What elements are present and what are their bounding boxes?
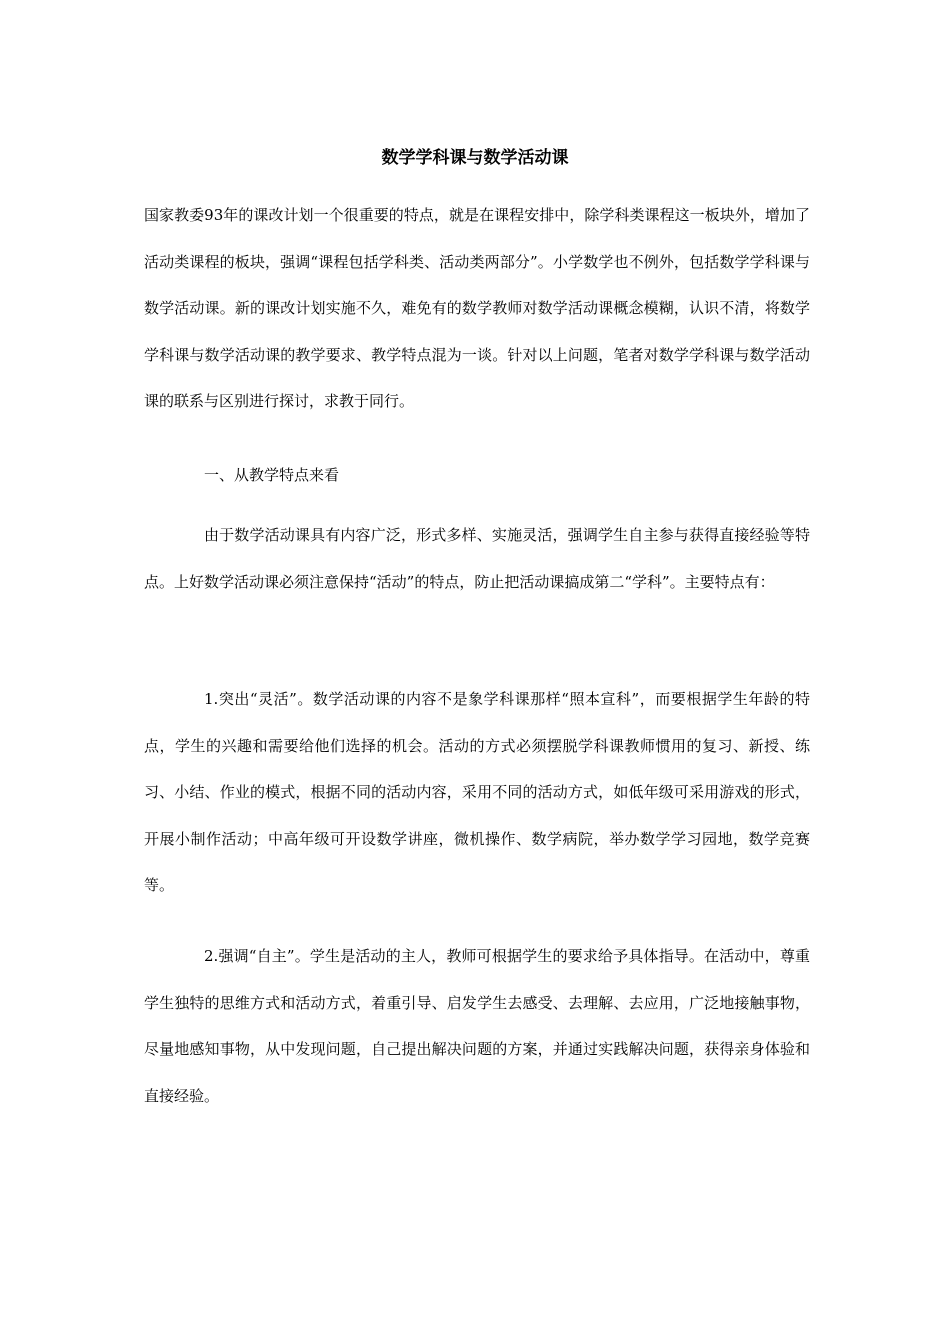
paragraph-point-1: 1.突出“灵活”。数学活动课的内容不是象学科课那样“照本宣科”，而要根据学生年龄的特点，学生的兴趣和需要给他们选择的机会。活动的方式必须摆脱学科课教师惯用的复习、新授、练习、小结、作业的模式，根据不同的活动内容，采用不同的活动方式，如低年级可采用游戏的形式，开展小制作活动；中高年级可开设数学讲座，微机操作、数学病院，举办数学学习园地，数学竞赛等。 — [144, 690, 810, 894]
section-heading: 一、从教学特点来看 — [204, 466, 340, 484]
paragraph-point-2: 2.强调“自主”。学生是活动的主人，教师可根据学生的要求给予具体指导。在活动中，尊重学生独特的思维方式和活动方式，着重引导、启发学生去感受、去理解、去应用，广泛地接触事物，尽量地感知事物，从中发现问题，自己提出解决问题的方案，并通过实践解决问题，获得亲身体验和直接经验。 — [144, 947, 810, 1105]
document-title: 数学学科课与数学活动课 — [381, 148, 569, 168]
paragraph-intro: 国家教委93年的课改计划一个很重要的特点，就是在课程安排中，除学科类课程这一板块外，增加了活动类课程的板块，强调“课程包括学科类、活动类两部分”。小学数学也不例外，包括数学学科课与数学活动课。新的课改计划实施不久，难免有的数学教师对数学活动课概念模糊，认识不清，将数学学科课与数学活动课的教学要求、教学特点混为一谈。针对以上问题，笔者对数学学科课与数学活动课的联系与区别进行探讨，求教于同行。 — [144, 206, 810, 410]
paragraph-features: 由于数学活动课具有内容广泛，形式多样、实施灵活，强调学生自主参与获得直接经验等特点。上好数学活动课必须注意保持“活动”的特点，防止把活动课搞成第二“学科”。主要特点有： — [144, 526, 810, 591]
